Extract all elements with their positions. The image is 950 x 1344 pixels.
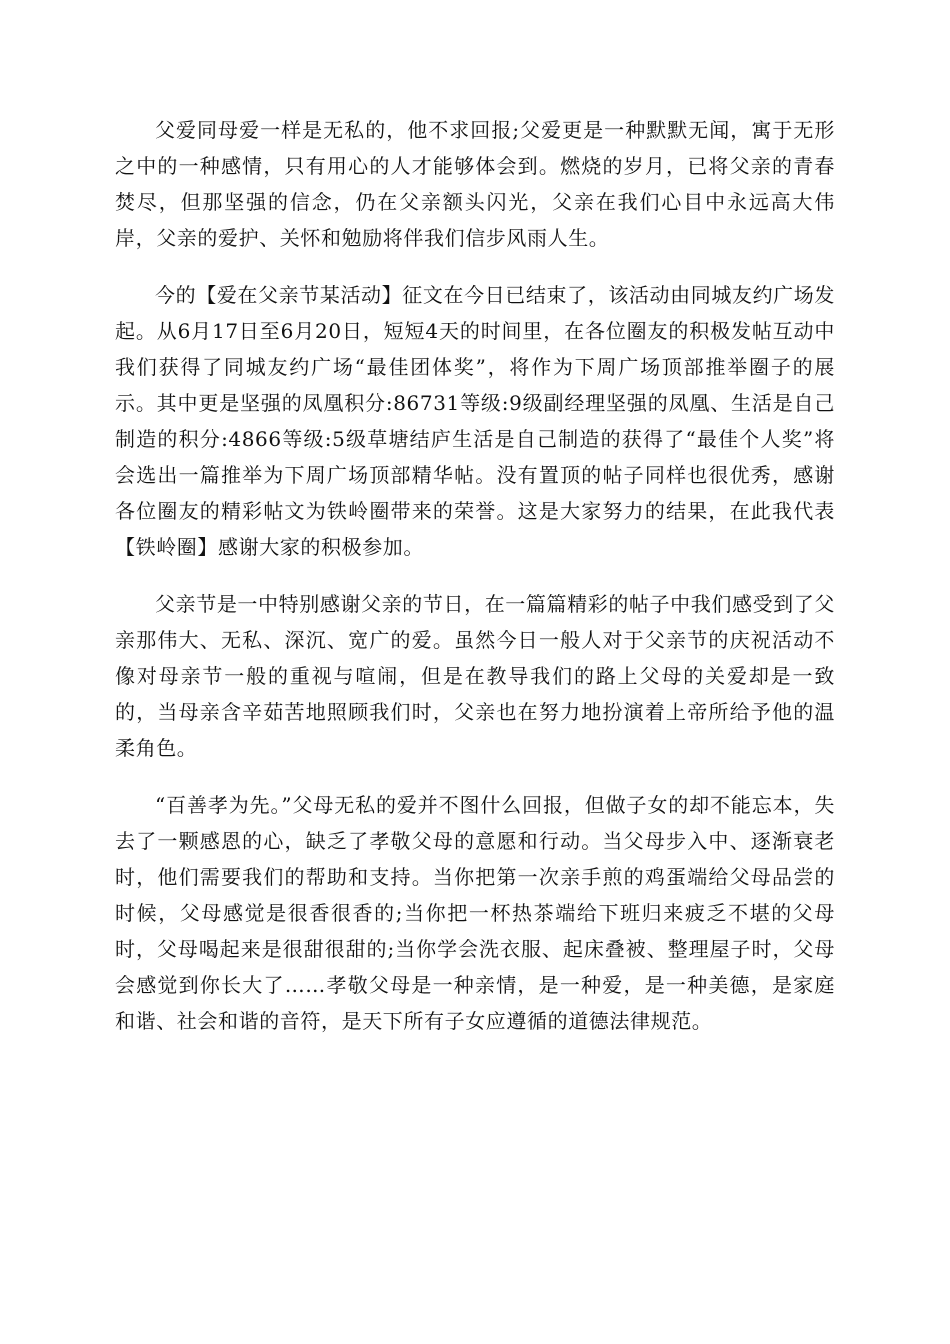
paragraph-activity-summary: 今的【爱在父亲节某活动】征文在今日已结束了，该活动由同城友约广场发起。从6月17日至6月20日，短短4天的时间里，在各位圈友的积极发帖互动中我们获得了同城友约广场“最佳团体奖”，将作为下周广场顶部推举圈子的展示。其中更是坚强的凤凰积分:86731等级:9级副经理坚强的凤凰、生活是自己制造的积分:4866等级:5级草塘结庐生活是自己制造的获得了“最佳个人奖”将会选出一篇推举为下周广场顶部精华帖。没有置顶的帖子同样也很优秀，感谢各位圈友的精彩帖文为铁岭圈带来的荣誉。这是大家努力的结果，在此我代表【铁岭圈】感谢大家的积极参加。 [115,283,835,559]
paragraph-filial-piety: “百善孝为先。”父母无私的爱并不图什么回报，但做子女的却不能忘本，失去了一颗感恩的心，缺乏了孝敬父母的意愿和行动。当父母步入中、逐渐衰老时，他们需要我们的帮助和支持。当你把第一次亲手煎的鸡蛋端给父母品尝的时候，父母感觉是很香很香的;当你把一杯热茶端给下班归来疲乏不堪的父母时，父母喝起来是很甜很甜的;当你学会洗衣服、起床叠被、整理屋子时，父母会感觉到你长大了……孝敬父母是一种亲情，是一种爱，是一种美德，是家庭和谐、社会和谐的音符，是天下所有子女应遵循的道德法律规范。 [115,793,835,1033]
document-body [115,112,835,1060]
paragraph-fathers-day: 父亲节是一中特别感谢父亲的节日，在一篇篇精彩的帖子中我们感受到了父亲那伟大、无私、深沉、宽广的爱。虽然今日一般人对于父亲节的庆祝活动不像对母亲节一般的重视与喧闹，但是在教导我们的路上父母的关爱却是一致的，当母亲含辛茹苦地照顾我们时，父亲也在努力地扮演着上帝所给予他的温柔角色。 [115,592,835,760]
paragraph-fathers-love: 父爱同母爱一样是无私的，他不求回报;父爱更是一种默默无闻，寓于无形之中的一种感情，只有用心的人才能够体会到。燃烧的岁月，已将父亲的青春焚尽，但那坚强的信念，仍在父亲额头闪光，父亲在我们心目中永远高大伟岸，父亲的爱护、关怀和勉励将伴我们信步风雨人生。 [115,118,835,250]
